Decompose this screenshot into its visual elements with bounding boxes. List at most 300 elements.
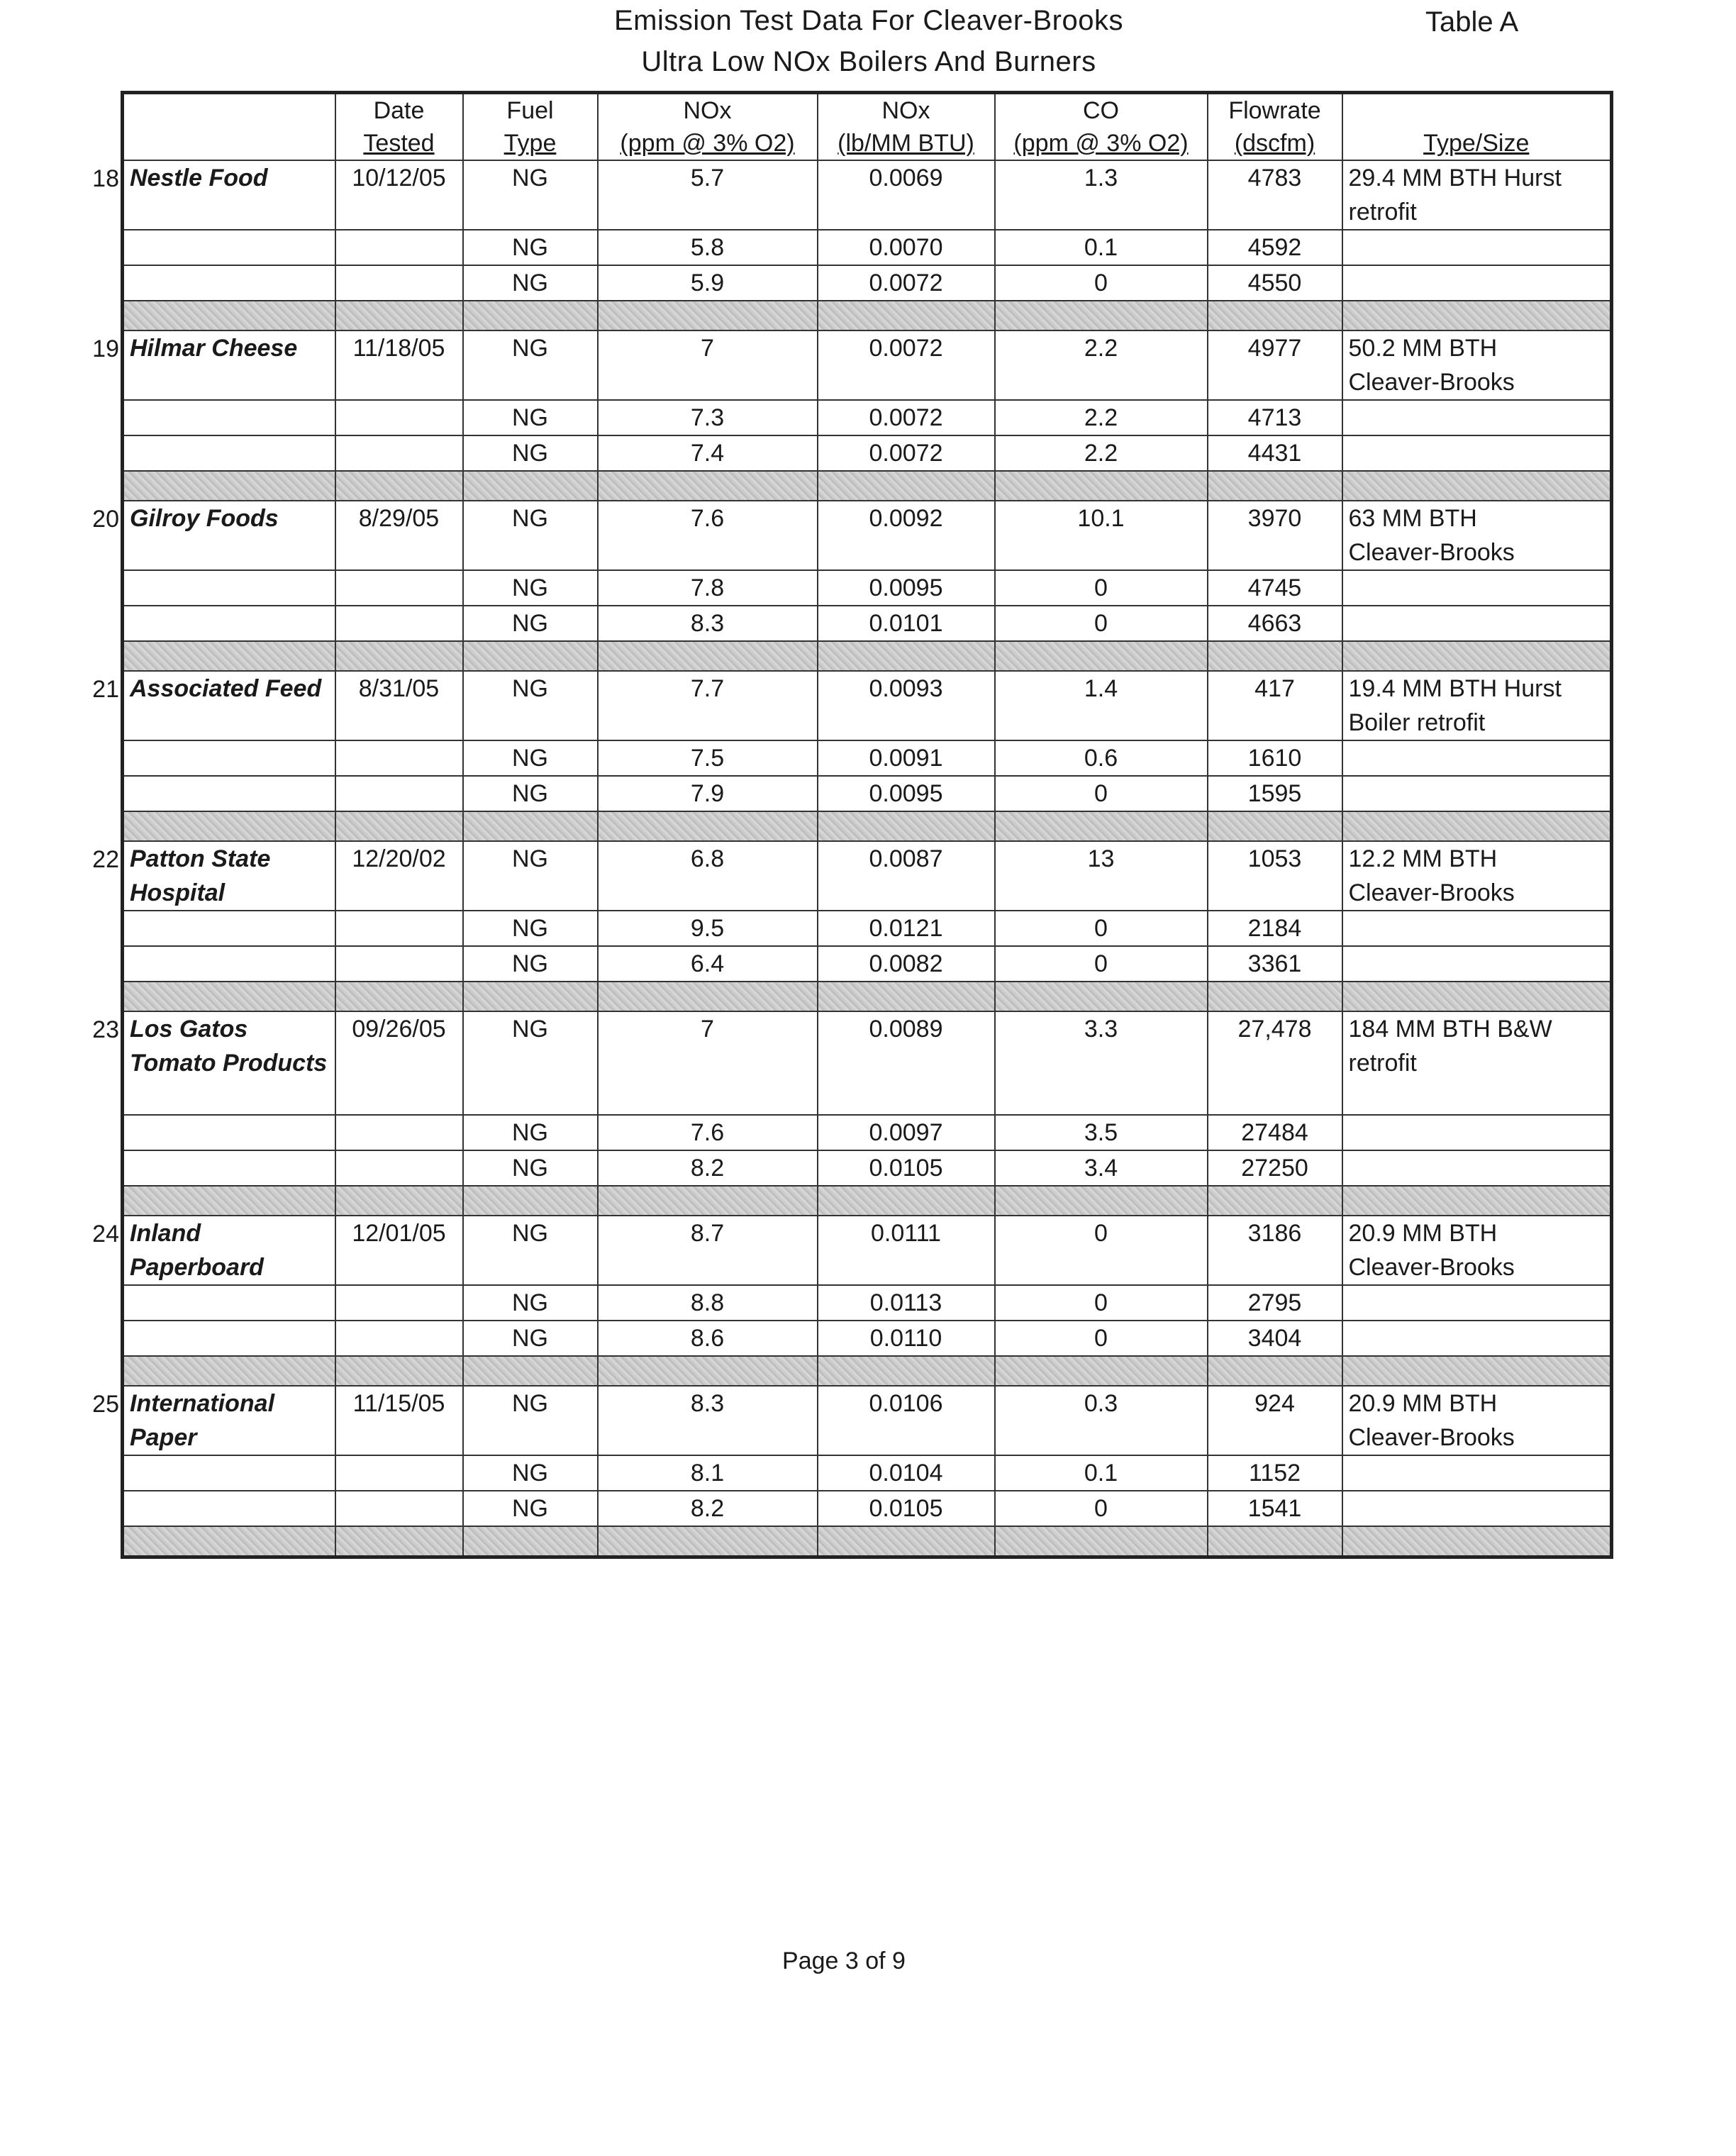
table-row [123,1321,1612,1356]
separator-cell [598,1356,818,1386]
separator-cell [598,301,818,330]
header-fuel: Fuel Type [463,93,598,161]
type-size-cell [1342,330,1612,400]
separator-row [123,641,1612,671]
site-name-cell: Patton State Hospital [123,841,335,911]
separator-cell [818,471,995,501]
header-row [123,93,1612,161]
date-cell: 09/26/05 [335,1011,463,1115]
separator-cell [995,641,1208,671]
nox-lb-cell: 0.0072 [818,435,995,471]
co-cell: 0 [995,1491,1208,1526]
nox-lb-cell: 0.0097 [818,1115,995,1150]
separator-cell [463,471,598,501]
separator-cell [818,811,995,841]
nox-ppm-cell: 7.3 [598,400,818,435]
table-row [123,1491,1612,1526]
flowrate-cell: 2795 [1208,1285,1342,1321]
separator-row [123,982,1612,1011]
separator-cell [1208,811,1342,841]
date-cell [335,1491,463,1526]
site-name-cell [123,1115,335,1150]
separator-cell [463,641,598,671]
type-size-cell [1342,435,1612,471]
nox-ppm-cell: 7.8 [598,570,818,606]
page-footer: Page 3 of 9 [782,1947,906,1974]
title-block [496,0,1241,82]
fuel-cell: NG [463,330,598,400]
fuel-cell: NG [463,400,598,435]
nox-lb-cell: 0.0105 [818,1491,995,1526]
nox-ppm-cell: 8.3 [598,606,818,641]
row-number: 21 [92,676,119,703]
table-body [123,160,1612,1557]
separator-cell [335,1186,463,1216]
separator-cell [995,471,1208,501]
flowrate-cell: 3361 [1208,946,1342,982]
separator-cell [598,982,818,1011]
type-size-cell [1342,1285,1612,1321]
nox-ppm-cell: 7.5 [598,740,818,776]
separator-cell [123,471,335,501]
nox-lb-cell: 0.0113 [818,1285,995,1321]
row-number: 24 [92,1221,119,1248]
nox-ppm-cell: 8.1 [598,1455,818,1491]
nox-ppm-cell: 7.6 [598,1115,818,1150]
fuel-cell: NG [463,1115,598,1150]
site-name-cell [123,606,335,641]
header-date: Date Tested [335,93,463,161]
site-name-cell [123,1285,335,1321]
nox-ppm-cell: 7.6 [598,501,818,570]
co-cell: 2.2 [995,435,1208,471]
co-cell: 0 [995,570,1208,606]
separator-cell [123,641,335,671]
nox-ppm-cell: 8.7 [598,1216,818,1285]
date-cell: 12/01/05 [335,1216,463,1285]
separator-row [123,1526,1612,1557]
site-name-cell [123,230,335,265]
co-cell: 2.2 [995,400,1208,435]
fuel-cell: NG [463,160,598,230]
date-cell [335,740,463,776]
nox-lb-cell: 0.0089 [818,1011,995,1115]
type-size-line: retrofit [1348,1050,1417,1077]
separator-cell [995,1186,1208,1216]
nox-ppm-cell: 5.8 [598,230,818,265]
co-cell: 0 [995,606,1208,641]
fuel-cell: NG [463,671,598,740]
fuel-cell: NG [463,776,598,811]
flowrate-cell: 2184 [1208,911,1342,946]
site-name-cell [123,570,335,606]
date-cell [335,230,463,265]
co-cell: 0 [995,1285,1208,1321]
separator-cell [818,641,995,671]
type-size-cell [1342,606,1612,641]
nox-ppm-cell: 8.2 [598,1491,818,1526]
flowrate-cell: 3404 [1208,1321,1342,1356]
flowrate-cell: 1610 [1208,740,1342,776]
nox-lb-cell: 0.0087 [818,841,995,911]
type-size-cell [1342,400,1612,435]
fuel-cell: NG [463,1491,598,1526]
co-cell: 1.3 [995,160,1208,230]
date-cell [335,911,463,946]
fuel-cell: NG [463,1285,598,1321]
nox-lb-cell: 0.0110 [818,1321,995,1356]
site-name-cell: Hilmar Cheese [123,330,335,400]
separator-cell [1208,982,1342,1011]
separator-cell [335,1356,463,1386]
header-site [123,93,335,161]
document-subtitle: Ultra Low NOx Boilers And Burners [641,46,1096,77]
site-first-row [123,1386,1612,1455]
flowrate-cell: 4713 [1208,400,1342,435]
type-size-cell [1342,230,1612,265]
site-name-cell: Nestle Food [123,160,335,230]
site-name-cell: International Paper [123,1386,335,1455]
nox-lb-cell: 0.0101 [818,606,995,641]
nox-lb-cell: 0.0095 [818,776,995,811]
flowrate-cell: 4431 [1208,435,1342,471]
flowrate-cell: 4550 [1208,265,1342,301]
table-row [123,776,1612,811]
type-size-cell [1342,501,1612,570]
site-name-cell [123,1491,335,1526]
flowrate-cell: 1053 [1208,841,1342,911]
fuel-cell: NG [463,841,598,911]
type-size-cell [1342,1216,1612,1285]
date-cell [335,570,463,606]
fuel-cell: NG [463,435,598,471]
fuel-cell: NG [463,265,598,301]
separator-cell [1342,1526,1612,1557]
row-number: 20 [92,506,119,533]
separator-cell [598,471,818,501]
fuel-cell: NG [463,946,598,982]
separator-cell [463,1526,598,1557]
type-size-cell [1342,740,1612,776]
flowrate-cell: 4745 [1208,570,1342,606]
flowrate-cell: 4592 [1208,230,1342,265]
date-cell [335,776,463,811]
site-name-cell: Los Gatos Tomato Products [123,1011,335,1115]
nox-lb-cell: 0.0072 [818,400,995,435]
separator-cell [335,1526,463,1557]
separator-cell [1342,811,1612,841]
type-size-line: Cleaver-Brooks [1348,1424,1515,1451]
separator-cell [818,1356,995,1386]
fuel-cell: NG [463,570,598,606]
type-size-cell [1342,1455,1612,1491]
site-name-cell [123,776,335,811]
nox-ppm-cell: 8.2 [598,1150,818,1186]
nox-lb-cell: 0.0095 [818,570,995,606]
type-size-cell [1342,1321,1612,1356]
site-name-cell: Associated Feed [123,671,335,740]
date-cell: 12/20/02 [335,841,463,911]
separator-cell [1342,1356,1612,1386]
co-cell: 0 [995,776,1208,811]
type-size-line: 184 MM BTH B&W [1348,1016,1552,1043]
flowrate-cell: 27250 [1208,1150,1342,1186]
table-row [123,740,1612,776]
row-number: 22 [92,846,119,873]
nox-ppm-cell: 8.3 [598,1386,818,1455]
flowrate-cell: 4663 [1208,606,1342,641]
type-size-line: 12.2 MM BTH [1348,845,1498,872]
separator-cell [1208,1186,1342,1216]
type-size-line: 20.9 MM BTH [1348,1390,1498,1417]
date-cell: 11/18/05 [335,330,463,400]
date-cell [335,946,463,982]
co-cell: 1.4 [995,671,1208,740]
fuel-cell: NG [463,230,598,265]
flowrate-cell: 1152 [1208,1455,1342,1491]
header-nox-ppm: NOx (ppm @ 3% O2) [598,93,818,161]
co-cell: 0.1 [995,230,1208,265]
type-size-line: 29.4 MM BTH Hurst [1348,165,1562,191]
flowrate-cell: 4977 [1208,330,1342,400]
nox-ppm-cell: 6.8 [598,841,818,911]
row-number: 18 [92,165,119,192]
separator-cell [123,1186,335,1216]
row-number: 19 [92,335,119,362]
co-cell: 0 [995,911,1208,946]
emission-table [121,91,1613,1559]
table-row [123,946,1612,982]
date-cell: 10/12/05 [335,160,463,230]
separator-cell [335,301,463,330]
type-size-line: Cleaver-Brooks [1348,879,1515,906]
row-number: 25 [92,1391,119,1418]
separator-cell [1208,301,1342,330]
nox-lb-cell: 0.0072 [818,330,995,400]
type-size-line: Cleaver-Brooks [1348,539,1515,566]
nox-ppm-cell: 6.4 [598,946,818,982]
separator-row [123,301,1612,330]
separator-cell [598,641,818,671]
separator-cell [1208,1526,1342,1557]
site-name-cell [123,1321,335,1356]
date-cell [335,1285,463,1321]
nox-lb-cell: 0.0121 [818,911,995,946]
flowrate-cell: 924 [1208,1386,1342,1455]
table-row [123,230,1612,265]
fuel-cell: NG [463,1216,598,1285]
separator-cell [818,1526,995,1557]
separator-cell [1208,1356,1342,1386]
nox-ppm-cell: 5.7 [598,160,818,230]
nox-lb-cell: 0.0072 [818,265,995,301]
separator-cell [1342,471,1612,501]
separator-cell [123,811,335,841]
site-first-row [123,501,1612,570]
table-row [123,1115,1612,1150]
date-cell [335,1115,463,1150]
type-size-cell [1342,841,1612,911]
date-cell: 8/31/05 [335,671,463,740]
table-row [123,911,1612,946]
flowrate-cell: 3186 [1208,1216,1342,1285]
separator-cell [335,641,463,671]
flowrate-cell: 1541 [1208,1491,1342,1526]
site-first-row [123,330,1612,400]
type-size-cell [1342,946,1612,982]
co-cell: 3.4 [995,1150,1208,1186]
table-row [123,400,1612,435]
nox-ppm-cell: 7 [598,1011,818,1115]
separator-cell [123,982,335,1011]
type-size-cell [1342,1150,1612,1186]
separator-row [123,811,1612,841]
site-name-cell [123,946,335,982]
separator-cell [598,811,818,841]
site-name-cell: Gilroy Foods [123,501,335,570]
table-row [123,1455,1612,1491]
site-name-cell [123,911,335,946]
table-row [123,265,1612,301]
separator-cell [598,1186,818,1216]
fuel-cell: NG [463,501,598,570]
type-size-cell [1342,776,1612,811]
nox-lb-cell: 0.0082 [818,946,995,982]
date-cell: 11/15/05 [335,1386,463,1455]
type-size-cell [1342,570,1612,606]
type-size-line: Cleaver-Brooks [1348,1254,1515,1281]
fuel-cell: NG [463,740,598,776]
separator-cell [818,982,995,1011]
separator-cell [995,811,1208,841]
date-cell [335,1321,463,1356]
table-row [123,1285,1612,1321]
nox-lb-cell: 0.0093 [818,671,995,740]
flowrate-cell: 4783 [1208,160,1342,230]
site-name-cell: Inland Paperboard [123,1216,335,1285]
table-row [123,606,1612,641]
co-cell: 0.6 [995,740,1208,776]
type-size-line: 63 MM BTH [1348,505,1477,532]
type-size-line: Boiler retrofit [1348,709,1486,736]
nox-lb-cell: 0.0111 [818,1216,995,1285]
document-title: Emission Test Data For Cleaver-Brooks [614,5,1123,36]
type-size-cell [1342,1115,1612,1150]
site-name-cell [123,400,335,435]
table-row [123,1150,1612,1186]
site-first-row [123,1216,1612,1285]
type-size-cell [1342,265,1612,301]
nox-lb-cell: 0.0092 [818,501,995,570]
fuel-cell: NG [463,1321,598,1356]
separator-cell [1342,1186,1612,1216]
separator-cell [995,982,1208,1011]
table-label: Table A [1425,6,1519,38]
separator-cell [1342,301,1612,330]
separator-row [123,471,1612,501]
separator-cell [818,1186,995,1216]
date-cell [335,1455,463,1491]
type-size-line: 19.4 MM BTH Hurst [1348,675,1562,702]
site-name-cell [123,435,335,471]
header-nox-lb: NOx (lb/MM BTU) [818,93,995,161]
co-cell: 3.5 [995,1115,1208,1150]
header-co: CO (ppm @ 3% O2) [995,93,1208,161]
separator-row [123,1186,1612,1216]
row-number: 23 [92,1016,119,1043]
site-first-row [123,671,1612,740]
co-cell: 2.2 [995,330,1208,400]
date-cell [335,435,463,471]
nox-ppm-cell: 5.9 [598,265,818,301]
type-size-line: 50.2 MM BTH [1348,335,1498,362]
co-cell: 0 [995,1321,1208,1356]
nox-ppm-cell: 7.9 [598,776,818,811]
site-name-cell [123,265,335,301]
separator-cell [123,1526,335,1557]
separator-cell [598,1526,818,1557]
type-size-cell [1342,1011,1612,1115]
separator-row [123,1356,1612,1386]
co-cell: 0.1 [995,1455,1208,1491]
flowrate-cell: 417 [1208,671,1342,740]
separator-cell [1208,641,1342,671]
separator-cell [123,1356,335,1386]
separator-cell [995,301,1208,330]
table-row [123,570,1612,606]
separator-cell [463,1356,598,1386]
separator-cell [995,1526,1208,1557]
header-flowrate: Flowrate (dscfm) [1208,93,1342,161]
separator-cell [463,982,598,1011]
nox-lb-cell: 0.0069 [818,160,995,230]
fuel-cell: NG [463,1386,598,1455]
flowrate-cell: 3970 [1208,501,1342,570]
type-size-cell [1342,1386,1612,1455]
fuel-cell: NG [463,1150,598,1186]
co-cell: 13 [995,841,1208,911]
separator-cell [995,1356,1208,1386]
type-size-cell [1342,671,1612,740]
nox-lb-cell: 0.0105 [818,1150,995,1186]
co-cell: 10.1 [995,501,1208,570]
nox-lb-cell: 0.0106 [818,1386,995,1455]
nox-ppm-cell: 8.8 [598,1285,818,1321]
site-name-cell [123,1455,335,1491]
separator-cell [335,471,463,501]
separator-cell [1342,641,1612,671]
type-size-line: Cleaver-Brooks [1348,369,1515,396]
nox-ppm-cell: 7 [598,330,818,400]
flowrate-cell: 1595 [1208,776,1342,811]
co-cell: 3.3 [995,1011,1208,1115]
date-cell [335,606,463,641]
date-cell [335,1150,463,1186]
separator-cell [1208,471,1342,501]
type-size-cell [1342,160,1612,230]
site-first-row [123,841,1612,911]
site-name-cell [123,740,335,776]
date-cell [335,265,463,301]
header-type-size: Type/Size [1342,93,1612,161]
site-name-cell [123,1150,335,1186]
site-first-row [123,160,1612,230]
nox-ppm-cell: 7.7 [598,671,818,740]
type-size-cell [1342,1491,1612,1526]
co-cell: 0 [995,946,1208,982]
nox-lb-cell: 0.0091 [818,740,995,776]
fuel-cell: NG [463,911,598,946]
